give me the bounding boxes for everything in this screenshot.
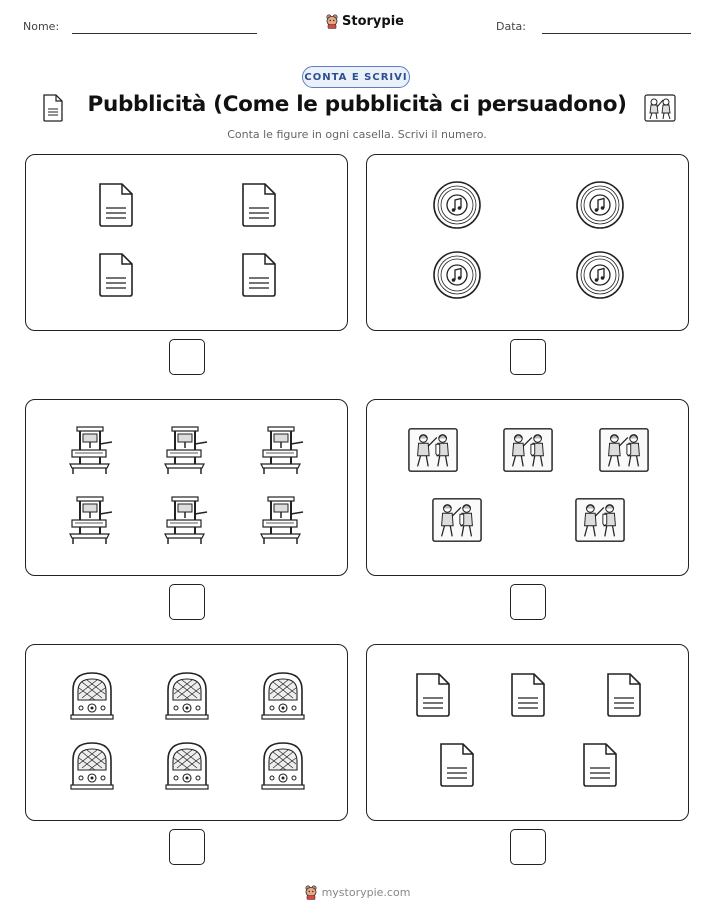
instructions: Conta le figure in ogni casella. Scrivi il numero.	[227, 128, 487, 141]
count-panel-5	[25, 644, 348, 821]
printing-press-icon	[66, 424, 118, 476]
answer-box-5[interactable]	[169, 829, 205, 865]
answer-box-1[interactable]	[169, 339, 205, 375]
footer	[0, 884, 714, 900]
answer-box-4[interactable]	[510, 584, 546, 620]
footer-url: mystorypie.com	[321, 885, 411, 899]
date-write-line[interactable]	[542, 33, 691, 34]
vintage-radio-icon	[161, 739, 213, 791]
count-panel-6	[366, 644, 689, 821]
answer-box-3[interactable]	[169, 584, 205, 620]
document-icon	[42, 94, 64, 122]
vinyl-record-icon	[431, 249, 483, 301]
warrior-tile-icon	[598, 424, 650, 476]
count-panel-4	[366, 399, 689, 576]
vintage-radio-icon	[66, 669, 118, 721]
document-icon	[502, 669, 554, 721]
brand-name: Storypie	[342, 13, 404, 29]
activity-badge: CONTA E SCRIVI	[302, 66, 410, 88]
name-write-line[interactable]	[72, 33, 257, 34]
page-title: Pubblicità (Come le pubblicità ci persuadono)	[87, 92, 627, 117]
warrior-tile-icon	[407, 424, 459, 476]
document-icon	[233, 179, 285, 231]
document-icon	[90, 249, 142, 301]
name-label: Nome:	[23, 20, 60, 33]
vinyl-record-icon	[574, 179, 626, 231]
printing-press-icon	[161, 494, 213, 546]
answer-box-2[interactable]	[510, 339, 546, 375]
count-panel-2	[366, 154, 689, 331]
brand-logo	[325, 13, 404, 29]
storypie-mascot-icon	[304, 884, 318, 900]
date-label: Data:	[496, 20, 526, 33]
printing-press-icon	[257, 424, 309, 476]
document-icon	[574, 739, 626, 791]
count-panel-3	[25, 399, 348, 576]
printing-press-icon	[257, 494, 309, 546]
vinyl-record-icon	[431, 179, 483, 231]
document-icon	[598, 669, 650, 721]
document-icon	[90, 179, 142, 231]
warrior-tile-icon	[431, 494, 483, 546]
printing-press-icon	[66, 494, 118, 546]
document-icon	[407, 669, 459, 721]
vintage-radio-icon	[257, 669, 309, 721]
storypie-mascot-icon	[325, 13, 339, 29]
vintage-radio-icon	[257, 739, 309, 791]
printing-press-icon	[161, 424, 213, 476]
title-row	[0, 92, 714, 126]
document-icon	[233, 249, 285, 301]
count-panel-1	[25, 154, 348, 331]
vintage-radio-icon	[66, 739, 118, 791]
document-icon	[431, 739, 483, 791]
warrior-tile-icon	[644, 94, 676, 122]
warrior-tile-icon	[574, 494, 626, 546]
vinyl-record-icon	[574, 249, 626, 301]
answer-box-6[interactable]	[510, 829, 546, 865]
vintage-radio-icon	[161, 669, 213, 721]
warrior-tile-icon	[502, 424, 554, 476]
